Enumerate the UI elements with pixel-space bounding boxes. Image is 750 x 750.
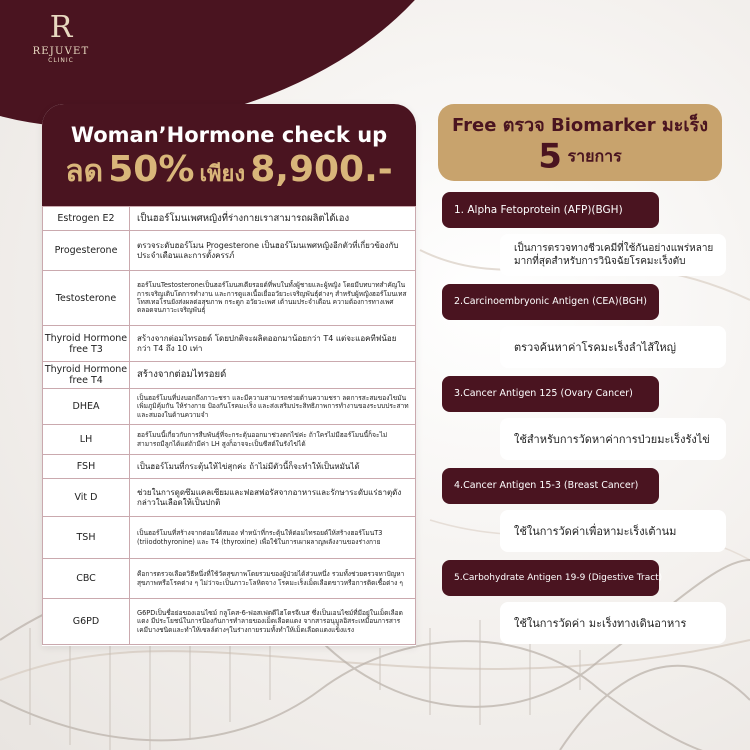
biomarker-header	[438, 104, 722, 181]
promo-word: เพียง	[199, 162, 246, 187]
table-row	[43, 362, 416, 389]
logo-name: REJUVET	[32, 46, 90, 57]
biomarker-desc-text: เป็นการตรวจทางชีวเคมีที่ใช้กันอย่างแพร่หลายมากที่สุดสำหรับการวินิจฉัยโรคมะเร็งตับ	[514, 243, 714, 267]
table-row	[43, 207, 416, 231]
biomarker-item-title: 2.Carcinoembryonic Antigen (CEA)(BGH)	[442, 284, 659, 320]
test-desc: เป็นฮอร์โมนที่กระตุ้นให้ไข่สุกค่ะ ถ้าไม่มีตัวนี้ก็จะทำให้เป็นหมันได้	[130, 455, 416, 479]
brand-logo	[26, 12, 96, 64]
checkup-title: Woman’Hormone check up	[70, 123, 388, 147]
logo-mark-icon: R	[49, 10, 73, 45]
test-desc: ฮอร์โมนTestosteroneเป็นฮอร์โมนสเตียรอยด์ที่พบในทั้งผู้ชายและผู้หญิง โดยมีบทบาทสำคัญในการเจริญเติบโตการทำงาน และการดูแลเนื้อเยื่ออวัยวะเจริญพันธุ์ต่างๆ สำหรับผู้หญิงฮอร์โมนเทสโทสเทอโรนยังส่งผลต่อสุขภาพ กระดูก อวัยวะเพศ เต้านมประจำเดือน ความต้องการทางเพศ ตลอดจนภาวะเจริญพันธุ์	[130, 271, 416, 326]
biomarker-item-title: 5.Carbohydrate Antigen 19-9 (Digestive Tract)	[442, 560, 659, 596]
table-row	[43, 479, 416, 517]
table-row	[43, 271, 416, 326]
biomarker-item-title: 3.Cancer Antigen 125 (Ovary Cancer)	[442, 376, 659, 412]
biomarker-item-title: 4.Cancer Antigen 15-3 (Breast Cancer)	[442, 468, 659, 504]
table-row	[43, 389, 416, 425]
test-desc: สร้างจากต่อมไทรอยด์	[130, 362, 416, 389]
biomarker-desc-text: ใช้ในการวัดค่า มะเร็งทางเดินอาหาร	[514, 616, 687, 630]
hormone-checkup-card	[42, 104, 416, 646]
test-desc: ฮอร์โมนนี้เกี่ยวกับการสืบพันธุ์ที่จะกระตุ้นออกมาช่วงตกไข่ค่ะ ถ้าใครไม่มีฮอร์โมนนี้ก็จะไม่สามารถมีลูกได้แต่ถ้ามีค่า LH สูงก็อาจจะเป็นซีสต์ในรังไข่ได้	[130, 425, 416, 455]
test-name: Thyroid Hormone free T3	[43, 326, 130, 362]
promo-percent: 50%	[108, 149, 195, 190]
test-desc: เป็นฮอร์โมนที่บ่งบอกถึงภาวะชรา และมีความสามารถช่วยต้านความชรา ลดการสะสมของไขมันเพิ่มภูมิคุ้มกัน ให้ร่างกาย ป้องกันโรคมะเร็ง และส่งเสริมประสิทธิภาพการทำงานของระบบประสาทและสมองในด้านความจำ	[130, 389, 416, 425]
test-name: FSH	[43, 455, 130, 479]
biomarker-desc-text: ใช้ในการวัดค่าเพื่อหามะเร็งเต้านม	[514, 524, 677, 538]
table-row	[43, 326, 416, 362]
biomarker-item-desc	[500, 326, 726, 368]
test-name: Vit D	[43, 479, 130, 517]
biomarker-desc-text: ใช้สำหรับการวัดหาค่าการป่วยมะเร็งรังไข่	[514, 432, 710, 446]
test-name: Testosterone	[43, 271, 130, 326]
table-row	[43, 517, 416, 559]
biomarker-count-line	[438, 138, 722, 175]
table-row	[43, 559, 416, 599]
biomarker-title: Free ตรวจ Biomarker มะเร็ง	[452, 115, 708, 136]
test-desc: คือการตรวจเลือดวิธีหนึ่งที่ใช้วัดสุขภาพโดยรวมของผู้ป่วยได้ส่วนหนึ่ง รวมทั้งช่วยตรวจหาปัญหาสุขภาพหรือโรคต่าง ๆ ไม่ว่าจะเป็นภาวะโลหิตจาง โรคมะเร็งเม็ดเลือดขาวหรือการติดเชื้อต่าง ๆ	[130, 559, 416, 599]
test-desc: ตรวจระดับฮอร์โมน Progesterone เป็นฮอร์โมนเพศหญิงอีกตัวที่เกี่ยวข้องกับประจำเดือนและการตั้งครรภ์	[130, 231, 416, 271]
test-name: Thyroid Hormone free T4	[43, 362, 130, 389]
test-name: G6PD	[43, 599, 130, 645]
test-desc: สร้างจากต่อมไทรอยด์ โดยปกติจะผลิตออกมาน้อยกว่า T4 แต่จะแอคทีฟน้อยกว่า T4 ถึง 10 เท่า	[130, 326, 416, 362]
promo-prefix: ลด	[65, 154, 104, 189]
biomarker-count: 5	[538, 136, 562, 177]
biomarker-item-desc	[500, 234, 726, 276]
logo-subtitle: CLINIC	[48, 57, 74, 64]
checkup-header	[42, 104, 416, 206]
test-name: Progesterone	[43, 231, 130, 271]
test-name: Estrogen E2	[43, 207, 130, 231]
test-desc: G6PDเป็นชื่อย่อของเอนไซม์ กลูโคส-6-ฟอสเฟตดีไฮโดรจีเนส ซึ่งเป็นเอนไซม์ที่มีอยู่ในเม็ดเลือดแดง มีประโยชน์ในการป้องกันการทำลายของเม็ดเลือดแดง จากสารอนุมูลอิสระเหมือนการสารเคมีบางชนิดและทำให้เซลล์ต่างๆในร่างกายรวมทั้งทำให้เม็ดเลือดแดงแข็งแรง	[130, 599, 416, 645]
test-name: LH	[43, 425, 130, 455]
table-row	[43, 231, 416, 271]
test-name: CBC	[43, 559, 130, 599]
biomarker-item-desc	[500, 602, 726, 644]
test-desc: เป็นฮอร์โมนเพศหญิงที่ร่างกายเราสามารถผลิตได้เอง	[130, 207, 416, 231]
table-row	[43, 425, 416, 455]
test-name: TSH	[43, 517, 130, 559]
test-name: DHEA	[43, 389, 130, 425]
promo-price: 8,900.-	[250, 149, 393, 190]
biomarker-item-desc	[500, 510, 726, 552]
table-row	[43, 455, 416, 479]
biomarker-desc-text: ตรวจค้นหาค่าโรคมะเร็งลำไส้ใหญ่	[514, 340, 677, 354]
biomarker-count-unit: รายการ	[567, 146, 622, 166]
hormone-table	[42, 206, 416, 645]
biomarker-item-title: 1. Alpha Fetoprotein (AFP)(BGH)	[442, 192, 659, 228]
test-desc: ช่วยในการดูดซึมแคลเซียมและฟอสฟอรัสจากอาหารและรักษาระดับแร่ธาตุดังกล่าวในเลือดให้เป็นปกติ	[130, 479, 416, 517]
biomarker-item-desc	[500, 418, 726, 460]
table-row	[43, 599, 416, 645]
promo-line	[42, 150, 416, 196]
test-desc: เป็นฮอร์โมนที่สร้างจากต่อมใต้สมอง ทำหน้าที่กระตุ้นให้ต่อมไทรอยด์ให้สร้างฮอร์โมนT3 (triiodothyronine) และ T4 (thyroxine) เพื่อใช้ในการเผาผลาญพลังงานของร่างกาย	[130, 517, 416, 559]
